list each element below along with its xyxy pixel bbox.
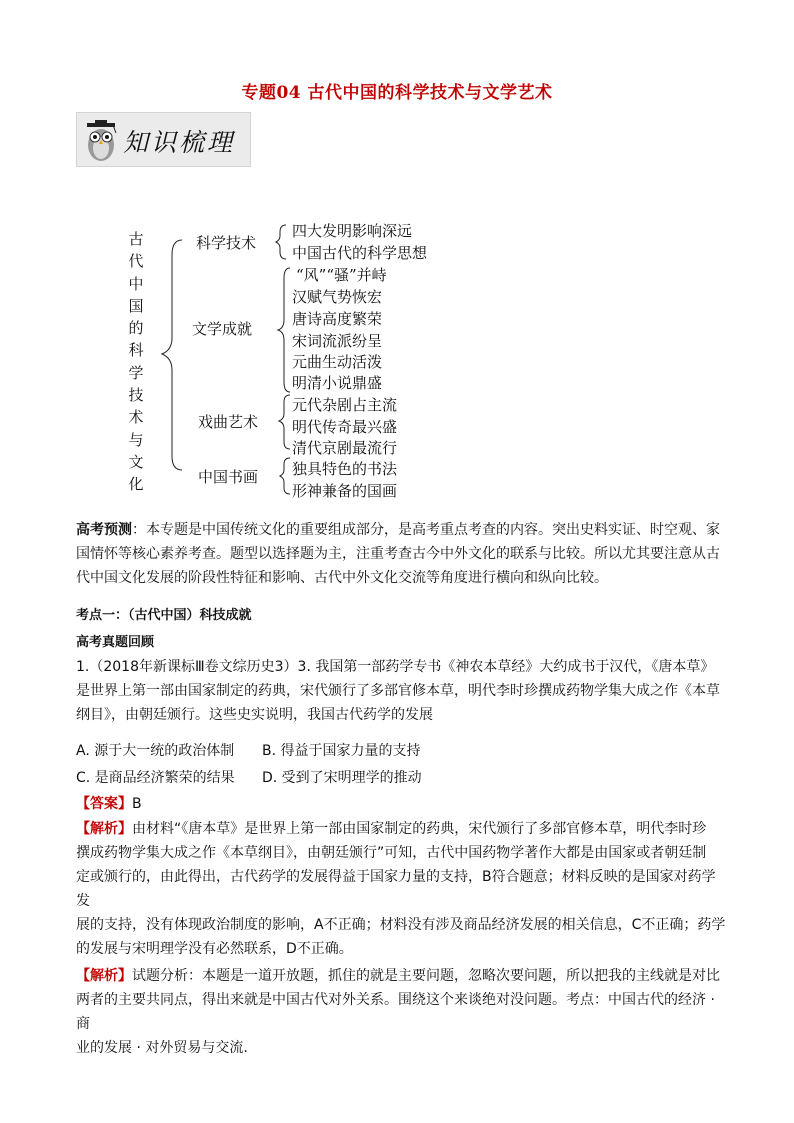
analysis-2 [76, 964, 726, 1060]
answer-label: 【答案】 [76, 796, 132, 812]
category-painting: 中国书画 [198, 468, 259, 486]
forecast-line: 代中国文化发展的阶段性特征和影响、古代中外文化交流等角度进行横向和纵向比较。 [76, 570, 608, 586]
review-heading: 高考真题回顾 [76, 635, 155, 650]
item: 明清小说鼎盛 [292, 374, 383, 392]
item: 四大发明影响深远 [292, 222, 413, 240]
point-heading: 考点一：（古代中国）科技成就 [76, 608, 252, 623]
root-char: 国 [128, 296, 144, 315]
item: 宋词流派纷呈 [292, 332, 383, 350]
item: 元代杂剧占主流 [292, 396, 398, 414]
item: “风”“骚”并峙 [296, 266, 387, 284]
category-literature: 文学成就 [192, 320, 253, 338]
root-char: 古 [128, 230, 144, 248]
forecast-label: 高考预测 [76, 522, 132, 538]
analysis-label: 【解析】 [76, 968, 132, 984]
root-char: 中 [128, 274, 144, 293]
root-char: 学 [128, 363, 144, 382]
item: 清代京剧最流行 [292, 439, 398, 457]
analysis-line: 撰成药物学集大成之作《本草纲目》，由朝廷颁行”可知，古代中国药物学著作大都是由国家或者朝廷制 [76, 845, 707, 861]
forecast-line: 国情怀等核心素养考查。题型以选择题为主，注重考查古今中外文化的联系与比较。所以尤其要注意从古 [76, 546, 720, 562]
answer-line [76, 792, 726, 816]
item: 元曲生动活泼 [292, 353, 383, 371]
analysis-line: 业的发展 · 对外贸易与交流. [76, 1040, 248, 1056]
analysis-label: 【解析】 [76, 821, 132, 837]
root-char: 术 [128, 408, 144, 427]
analysis-1 [76, 817, 726, 961]
cartoon-owl-icon [81, 115, 121, 165]
item: 形神兼备的国画 [292, 482, 398, 500]
forecast-paragraph [76, 518, 726, 590]
question-line: 是世界上第一部由国家制定的药典，宋代颁行了多部官修本草，明代李时珍撰成药物学集大成之作《本草 [76, 683, 720, 699]
item: 唐诗高度繁荣 [292, 310, 383, 328]
options-row [76, 740, 421, 760]
option-d: D. 受到了宋明理学的推动 [262, 770, 422, 786]
option-b: B. 得益于国家力量的支持 [262, 743, 421, 759]
knowledge-logo [76, 112, 251, 167]
diagram-root-title [126, 228, 146, 496]
analysis-line: 两者的主要共同点，得出来就是中国古代对外关系。围绕这个来谈绝对没问题。考点：中国古代的经济 · 商 [76, 992, 715, 1032]
logo-text: 知识梳理 [123, 128, 236, 157]
category-opera: 戏曲艺术 [198, 413, 259, 431]
analysis-line: 试题分析：本题是一道开放题，抓住的就是主要问题，忽略次要问题，所以把我的主线就是对比 [132, 968, 720, 984]
root-char: 代 [128, 252, 144, 271]
category-science: 科学技术 [196, 234, 257, 252]
root-char: 文 [128, 452, 144, 471]
analysis-line: 的发展与宋明理学没有必然联系，D不正确。 [76, 941, 353, 957]
option-a: A. 源于大一统的政治体制 [76, 743, 235, 759]
question-line: 纲目》，由朝廷颁行。这些史实说明，我国古代药学的发展 [76, 707, 433, 723]
item: 明代传奇最兴盛 [292, 418, 398, 436]
knowledge-diagram [120, 220, 440, 500]
root-char: 的 [128, 319, 144, 338]
root-char: 技 [128, 386, 144, 405]
analysis-line: 定或颁行的，由此得出，古代药学的发展得益于国家力量的支持，B符合题意；材料反映的是国家对药学发 [76, 869, 716, 909]
options-row [76, 767, 422, 787]
item: 汉赋气势恢宏 [292, 288, 383, 306]
root-char: 化 [128, 475, 144, 494]
analysis-line: 由材料“《唐本草》是世界上第一部由国家制定的药典，宋代颁行了多部官修本草，明代李时珍 [132, 821, 707, 837]
root-char: 与 [128, 430, 144, 449]
analysis-line: 展的支持，没有体现政治制度的影响，A不正确；材料没有涉及商品经济发展的相关信息，C不正确；药学 [76, 917, 726, 933]
answer-value: B [132, 796, 142, 812]
item: 独具特色的书法 [292, 460, 398, 478]
page-title: 专题04 古代中国的科学技术与文学艺术 [241, 83, 553, 103]
option-c: C. 是商品经济繁荣的结果 [76, 770, 235, 786]
item: 中国古代的科学思想 [292, 244, 428, 262]
root-char: 科 [128, 341, 144, 360]
question-line: 1.（2018年新课标Ⅲ卷文综历史3）3. 我国第一部药学专书《神农本草经》大约成书于汉代，《唐本草》 [76, 659, 715, 675]
question [76, 655, 726, 727]
forecast-line: ：本专题是中国传统文化的重要组成部分，是高考重点考查的内容。突出史料实证、时空观、家 [132, 522, 720, 538]
